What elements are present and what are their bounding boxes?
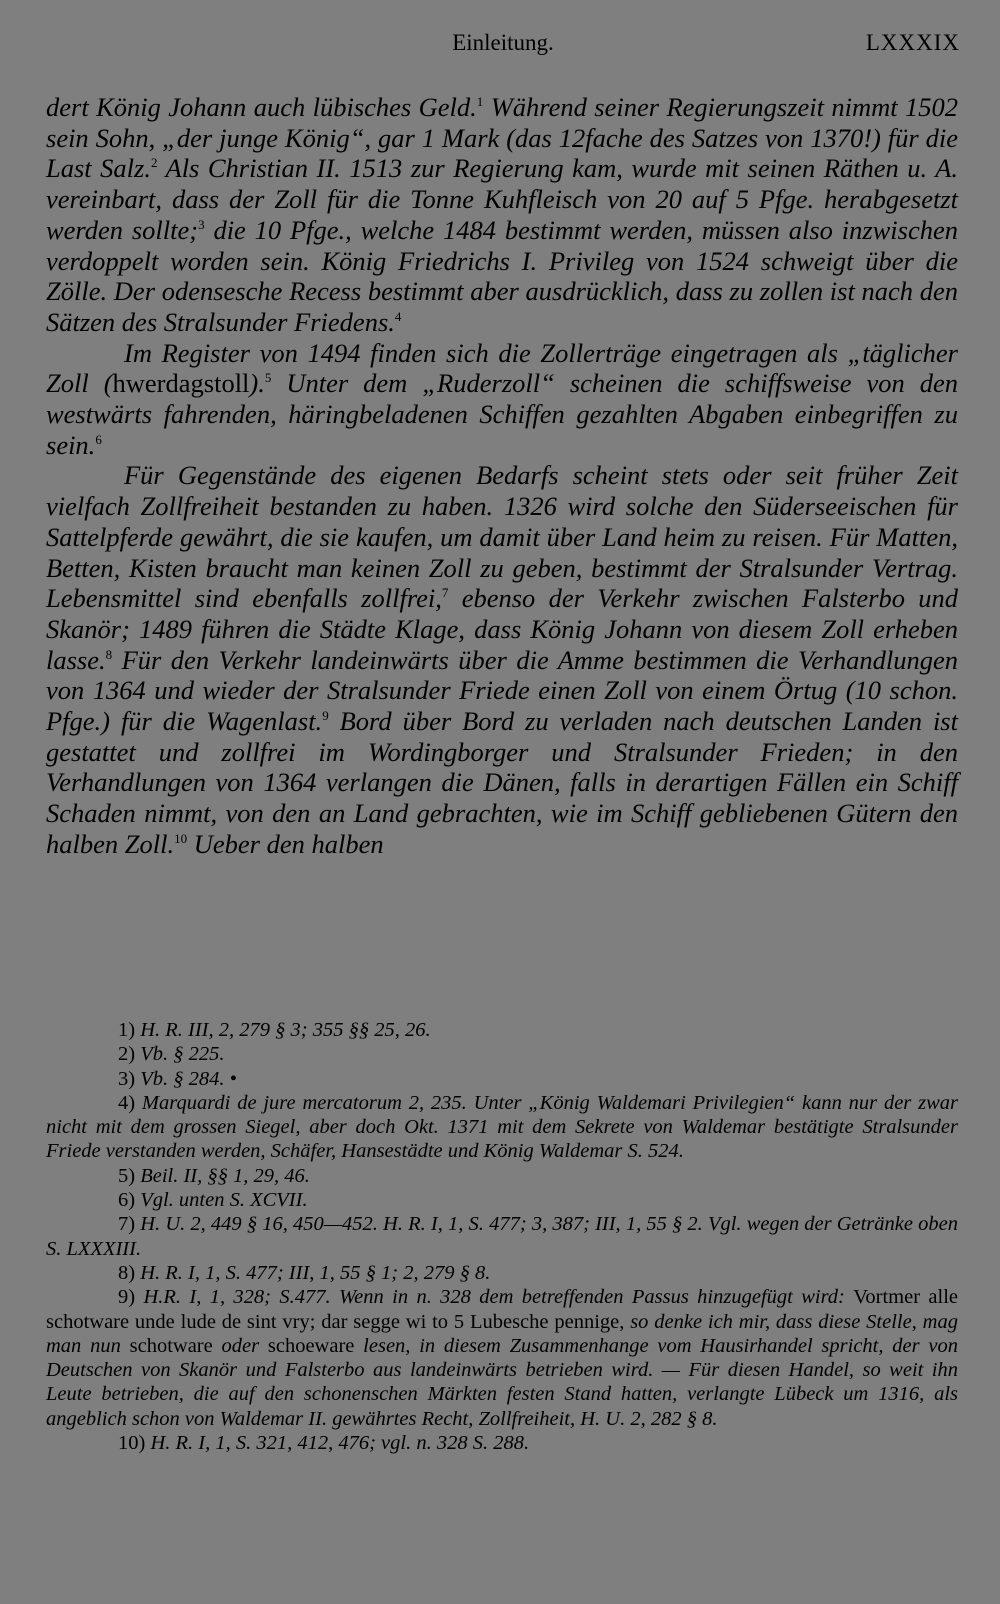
footnote	[46, 1042, 958, 1066]
footnote	[46, 1164, 958, 1188]
text-run: ebenso der Verkehr zwischen Falsterbo und Skanör; 1489 führen die Städte Klage, dass König Johann von diesem Zoll erheben lasse.	[46, 583, 958, 675]
footnote-text: H. U. 2, 449 § 16, 450—452. H. R. I, 1, S. 477; 3, 387; III, 1, 55 § 2. Vgl. wegen der Getränke oben S. LXXXIII.	[46, 1213, 958, 1260]
running-header	[46, 30, 960, 62]
text-run: Als Christian II. 1513 zur Regierung kam, wurde mit seinen Räthen u. A. vereinbart, dass der Zoll für die Tonne Kuhfleisch von 20 auf 5 Pfge. herabgesetzt werden sollte;	[46, 153, 959, 245]
text-run-roman: hwerdagstoll	[112, 368, 250, 399]
footnote-ref: 6	[95, 431, 102, 447]
footnote-text: so denke ich mir, dass diese Stelle, mag man nun	[46, 1310, 958, 1357]
footnote-number: 1)	[118, 1019, 136, 1041]
footnote	[46, 1261, 958, 1285]
footnote-text: H.R. I, 1, 328; S.477. Wenn in n. 328 dem betreffenden Passus hinzugefügt wird:	[135, 1286, 854, 1309]
footnote-quote: schoeware	[267, 1334, 355, 1357]
text-run: Für den Verkehr landeinwärts über die Amme bestimmen die Verhandlungen von 1364 und wieder der Stralsunder Friede einen Zoll von einem Örtug (10 schon. Pfge.) für die Wagenlast.	[46, 644, 958, 737]
footnote-text: H. R. III, 2, 279 § 3; 355 §§ 25, 26.	[135, 1019, 431, 1041]
footnote-text: Marquardi de jure mercatorum 2, 235. Unter „König Waldemari Privilegien“ kann nur der zwar nicht mit dem grossen Siegel, aber doch Okt. 1371 mit dem Sekrete von Waldemar bestätigte Stralsunder Friede verstanden werden, Schäfer, Hansestädte und König Waldemar S. 524.	[46, 1091, 958, 1163]
footnote-number: 6)	[118, 1189, 136, 1212]
footnote	[46, 1018, 958, 1042]
footnote-quote: schotware	[129, 1334, 213, 1357]
footnote	[46, 1091, 958, 1164]
paragraph	[46, 92, 958, 338]
footnote-text: Vgl. unten S. XCVII.	[135, 1189, 308, 1212]
text-run: ).	[249, 368, 265, 399]
footnote	[46, 1285, 958, 1431]
footnote-number: 10)	[118, 1432, 146, 1455]
footnote-text: Vb. § 284. •	[135, 1067, 237, 1090]
paragraph	[46, 460, 958, 859]
text-run: Bord über Bord zu verladen nach deutschen Landen ist gestattet und zollfrei im Wordingborger und Stralsunder Frieden; in den Verhandlungen von 1364 verlangen die Dänen, falls in derartigen Fällen ein Schiff Schaden nimmt, von den an Land gebrachten, wie im Schiff gebliebenen Gütern den halben Zoll.	[46, 706, 958, 859]
footnote-ref: 1	[476, 94, 484, 110]
main-text	[46, 92, 958, 860]
footnote-ref: 5	[264, 370, 272, 386]
text-run: Während seiner Regierungszeit nimmt 1502 sein Sohn, „der junge König“, gar 1 Mark (das 12fache des Satzes von 1370!) für die Last Salz.	[46, 92, 958, 184]
text-run: die 10 Pfge., welche 1484 bestimmt werden, müssen also inzwischen verdoppelt worden sein. König Friedrichs I. Privileg von 1524 schweigt über die Zölle. Der odensesche Recess bestimmt aber ausdrücklich, dass zu zollen ist nach den Sätzen des Stralsunder Friedens.	[46, 214, 959, 337]
text-run: Im Register von 1494 finden sich die Zollerträge eingetragen als „täglicher Zoll (	[46, 337, 958, 399]
footnote-number: 7)	[118, 1213, 136, 1236]
footnote	[46, 1067, 958, 1091]
page-number: LXXXIX	[865, 30, 960, 55]
text-run: Unter dem „Ruderzoll“ scheinen die schiffsweise von den westwärts fahrenden, häringbeladenen Schiffen gezahlten Abgaben einbegriffen zu sein.	[46, 368, 958, 460]
paragraph	[46, 338, 958, 461]
footnote-ref: 7	[441, 585, 449, 601]
footnote-ref: 9	[322, 708, 329, 724]
footnote-number: 3)	[118, 1067, 136, 1090]
footnote-text: H. R. I, 1, S. 477; III, 1, 55 § 1; 2, 279 § 8.	[135, 1261, 491, 1284]
footnote-quote: Vortmer alle schotware unde lude de sint vry; dar segge wi to 5 Lubesche pennige,	[46, 1286, 958, 1333]
footnote-number: 9)	[118, 1286, 136, 1309]
footnote	[46, 1188, 958, 1212]
footnote-number: 4)	[118, 1091, 136, 1114]
footnote-ref: 8	[105, 646, 113, 662]
footnote-number: 5)	[118, 1164, 136, 1187]
footnote-ref: 10	[174, 831, 188, 847]
footnotes	[46, 1018, 958, 1455]
text-run: Für Gegenstände des eigenen Bedarfs scheint stets oder seit früher Zeit vielfach Zollfreiheit bestanden zu haben. 1326 wird solche den Süderseeischen für Sattelpferde gewährt, die sie kaufen, um damit über Land heim zu reisen. Für Matten, Betten, Kisten braucht man keinen Zoll zu geben, bestimmt der Stralsunder Vertrag. Lebensmittel sind ebenfalls zollfrei,	[46, 460, 958, 614]
footnote-text: oder	[212, 1334, 268, 1357]
text-run: Ueber den halben	[187, 828, 384, 859]
footnote-text: lesen, in diesem Zusammenhange vom Hausirhandel spricht, der von Deutschen von Skanör und Falsterbo aus landeinwärts betrieben wird. — Für diesen Handel, so weit ihn Leute betrieben, die auf den schonenschen Märkten festen Stand hatten, verlangte Lübeck um 1316, als angeblich schon von Waldemar II. gewährtes Recht, Zollfreiheit, H. U. 2, 282 § 8.	[46, 1334, 958, 1430]
footnote-text: Beil. II, §§ 1, 29, 46.	[135, 1164, 310, 1187]
footnote-ref: 4	[394, 309, 402, 325]
footnote	[46, 1212, 958, 1261]
footnote-number: 2)	[118, 1043, 136, 1066]
footnote-text: Vb. § 225.	[135, 1043, 225, 1066]
footnote-text: H. R. I, 1, S. 321, 412, 476; vgl. n. 328 S. 288.	[145, 1432, 530, 1455]
text-run: dert König Johann auch lübisches Geld.	[46, 92, 477, 122]
footnote-number: 8)	[118, 1261, 136, 1284]
footnote-ref: 3	[198, 216, 205, 232]
running-title: Einleitung.	[452, 30, 554, 55]
footnote	[46, 1431, 958, 1455]
footnote-ref: 2	[150, 155, 158, 171]
